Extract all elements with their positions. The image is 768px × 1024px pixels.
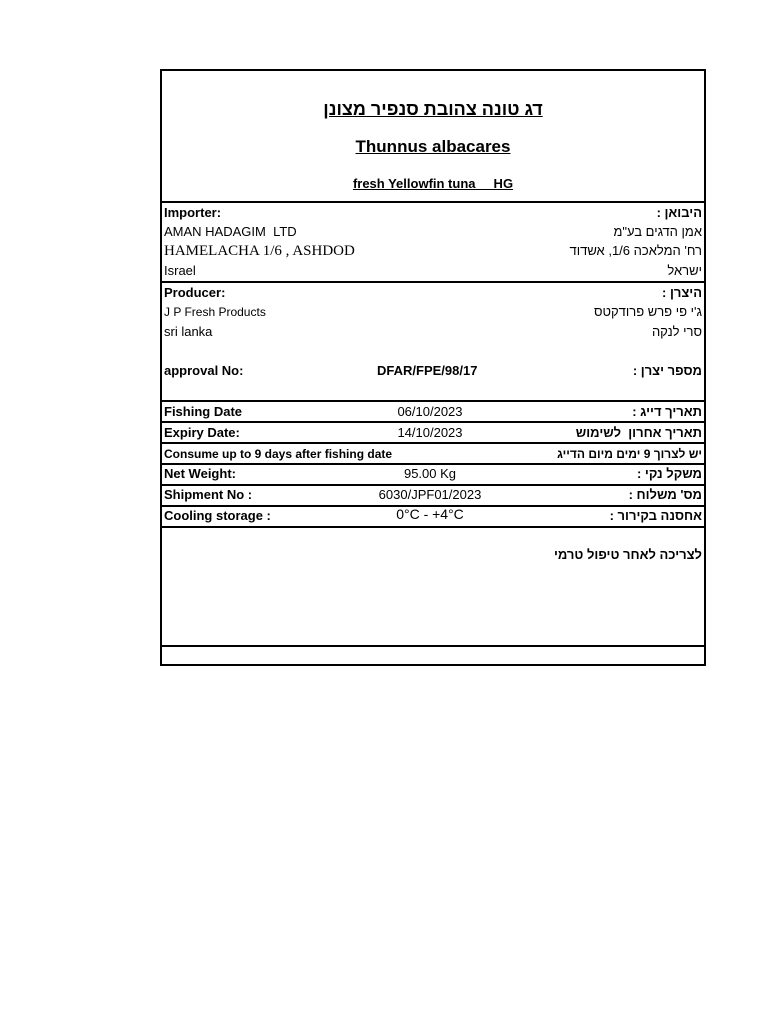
fishing-date-label-en: Fishing Date <box>164 404 243 419</box>
approval-label-he: מספר יצרן : <box>632 363 702 378</box>
divider <box>162 484 704 486</box>
approval-value: DFAR/FPE/98/17 <box>377 363 478 378</box>
consume-text-he: יש לצרוך 9 ימים מיום הדייג <box>557 447 702 461</box>
expiry-date-label-en: Expiry Date: <box>164 425 240 440</box>
shipment-label-he: מס' משלוח : <box>628 487 702 502</box>
divider <box>162 645 704 647</box>
shipment-label-en: Shipment No : <box>164 487 253 502</box>
title-latin: Thunnus albacares <box>355 137 511 156</box>
importer-address-en: HAMELACHA 1/6 , ASHDOD <box>164 243 355 259</box>
thermal-treatment-note: לצריכה לאחר טיפול טרמי <box>553 547 702 562</box>
divider <box>162 421 704 423</box>
importer-label-he: היבואן : <box>656 205 702 220</box>
producer-country-en: sri lanka <box>164 324 213 339</box>
title-hebrew: דג טונה צהובת סנפיר מצונן <box>323 99 543 119</box>
net-weight-value: 95.00 Kg <box>403 466 457 481</box>
fishing-date-value: 06/10/2023 <box>397 404 463 419</box>
fishing-date-label-he: תאריך דייג : <box>632 404 702 419</box>
importer-address-he: רח' המלאכה 1/6, אשדוד <box>569 243 702 258</box>
producer-country-he: סרי לנקה <box>651 324 702 339</box>
product-label <box>160 69 706 666</box>
cooling-label-he: אחסנה בקירור : <box>609 508 702 523</box>
cooling-value: 0°C - +4°C <box>396 506 464 522</box>
producer-name-en: J P Fresh Products <box>164 305 266 319</box>
cooling-label-en: Cooling storage : <box>164 508 271 523</box>
importer-name-he: אמן הדגים בע"מ <box>613 224 702 239</box>
divider <box>162 281 704 283</box>
subtitle: fresh Yellowfin tuna HG <box>352 176 514 191</box>
producer-label-he: היצרן : <box>662 285 702 300</box>
divider <box>162 400 704 402</box>
shipment-value: 6030/JPF01/2023 <box>378 487 482 502</box>
importer-label-en: Importer: <box>164 205 222 220</box>
approval-label-en: approval No: <box>164 363 244 378</box>
expiry-date-value: 14/10/2023 <box>397 425 463 440</box>
net-weight-label-en: Net Weight: <box>164 466 236 481</box>
producer-label-en: Producer: <box>164 285 226 300</box>
divider <box>162 526 704 528</box>
consume-text-en: Consume up to 9 days after fishing date <box>164 447 393 461</box>
importer-name-en: AMAN HADAGIM LTD <box>164 224 297 239</box>
importer-country-en: Israel <box>164 263 196 278</box>
divider <box>162 201 704 203</box>
expiry-date-label-he: תאריך אחרון לשימוש <box>575 425 702 440</box>
divider <box>162 463 704 465</box>
importer-country-he: ישראל <box>667 263 702 278</box>
divider <box>162 442 704 444</box>
net-weight-label-he: משקל נקי : <box>636 466 702 481</box>
producer-name-he: ג'י פי פרש פרודקטס <box>594 304 702 319</box>
